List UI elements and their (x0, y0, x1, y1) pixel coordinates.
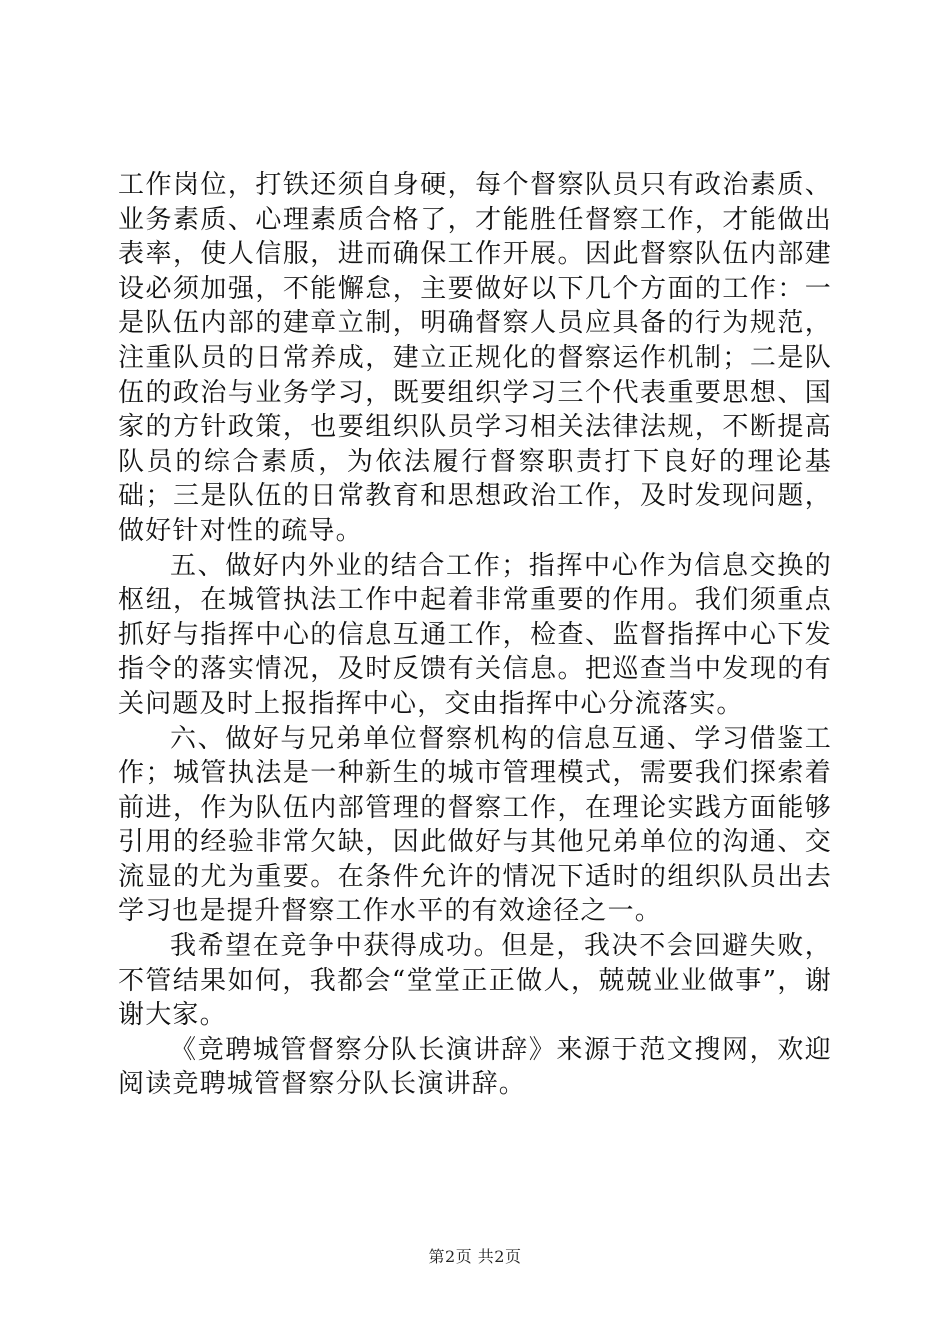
paragraph-closing: 我希望在竞争中获得成功。但是，我决不会回避失败，不管结果如何，我都会“堂堂正正做人，兢兢业业做事”，谢谢大家。 (118, 931, 832, 1031)
document-body (118, 168, 832, 1102)
paragraph-five: 五、做好内外业的结合工作；指挥中心作为信息交换的枢纽，在城管执法工作中起着非常重要的作用。我们须重点抓好与指挥中心的信息互通工作，检查、监督指挥中心下发指令的落实情况，及时反馈有关信息。把巡查当中发现的有关问题及时上报指挥中心，交由指挥中心分流落实。 (118, 550, 832, 719)
paragraph-six: 六、做好与兄弟单位督察机构的信息互通、学习借鉴工作；城管执法是一种新生的城市管理模式，需要我们探索着前进，作为队伍内部管理的督察工作，在理论实践方面能够引用的经验非常欠缺，因此做好与其他兄弟单位的沟通、交流显的尤为重要。在条件允许的情况下适时的组织队员出去学习也是提升督察工作水平的有效途径之一。 (118, 723, 832, 927)
paragraph-continuation: 工作岗位，打铁还须自身硬，每个督察队员只有政治素质、业务素质、心理素质合格了，才能胜任督察工作，才能做出表率，使人信服，进而确保工作开展。因此督察队伍内部建设必须加强，不能懈怠，主要做好以下几个方面的工作：一是队伍内部的建章立制，明确督察人员应具备的行为规范，注重队员的日常养成，建立正规化的督察运作机制；二是队伍的政治与业务学习，既要组织学习三个代表重要思想、国家的方针政策，也要组织队员学习相关法律法规，不断提高队员的综合素质，为依法履行督察职责打下良好的理论基础；三是队伍的日常教育和思想政治工作，及时发现问题，做好针对性的疏导。 (118, 170, 832, 546)
paragraph-source-note: 《竞聘城管督察分队长演讲辞》来源于范文搜网，欢迎阅读竞聘城管督察分队长演讲辞。 (118, 1034, 832, 1100)
page-number-footer: 第2页 共2页 (428, 1247, 522, 1266)
